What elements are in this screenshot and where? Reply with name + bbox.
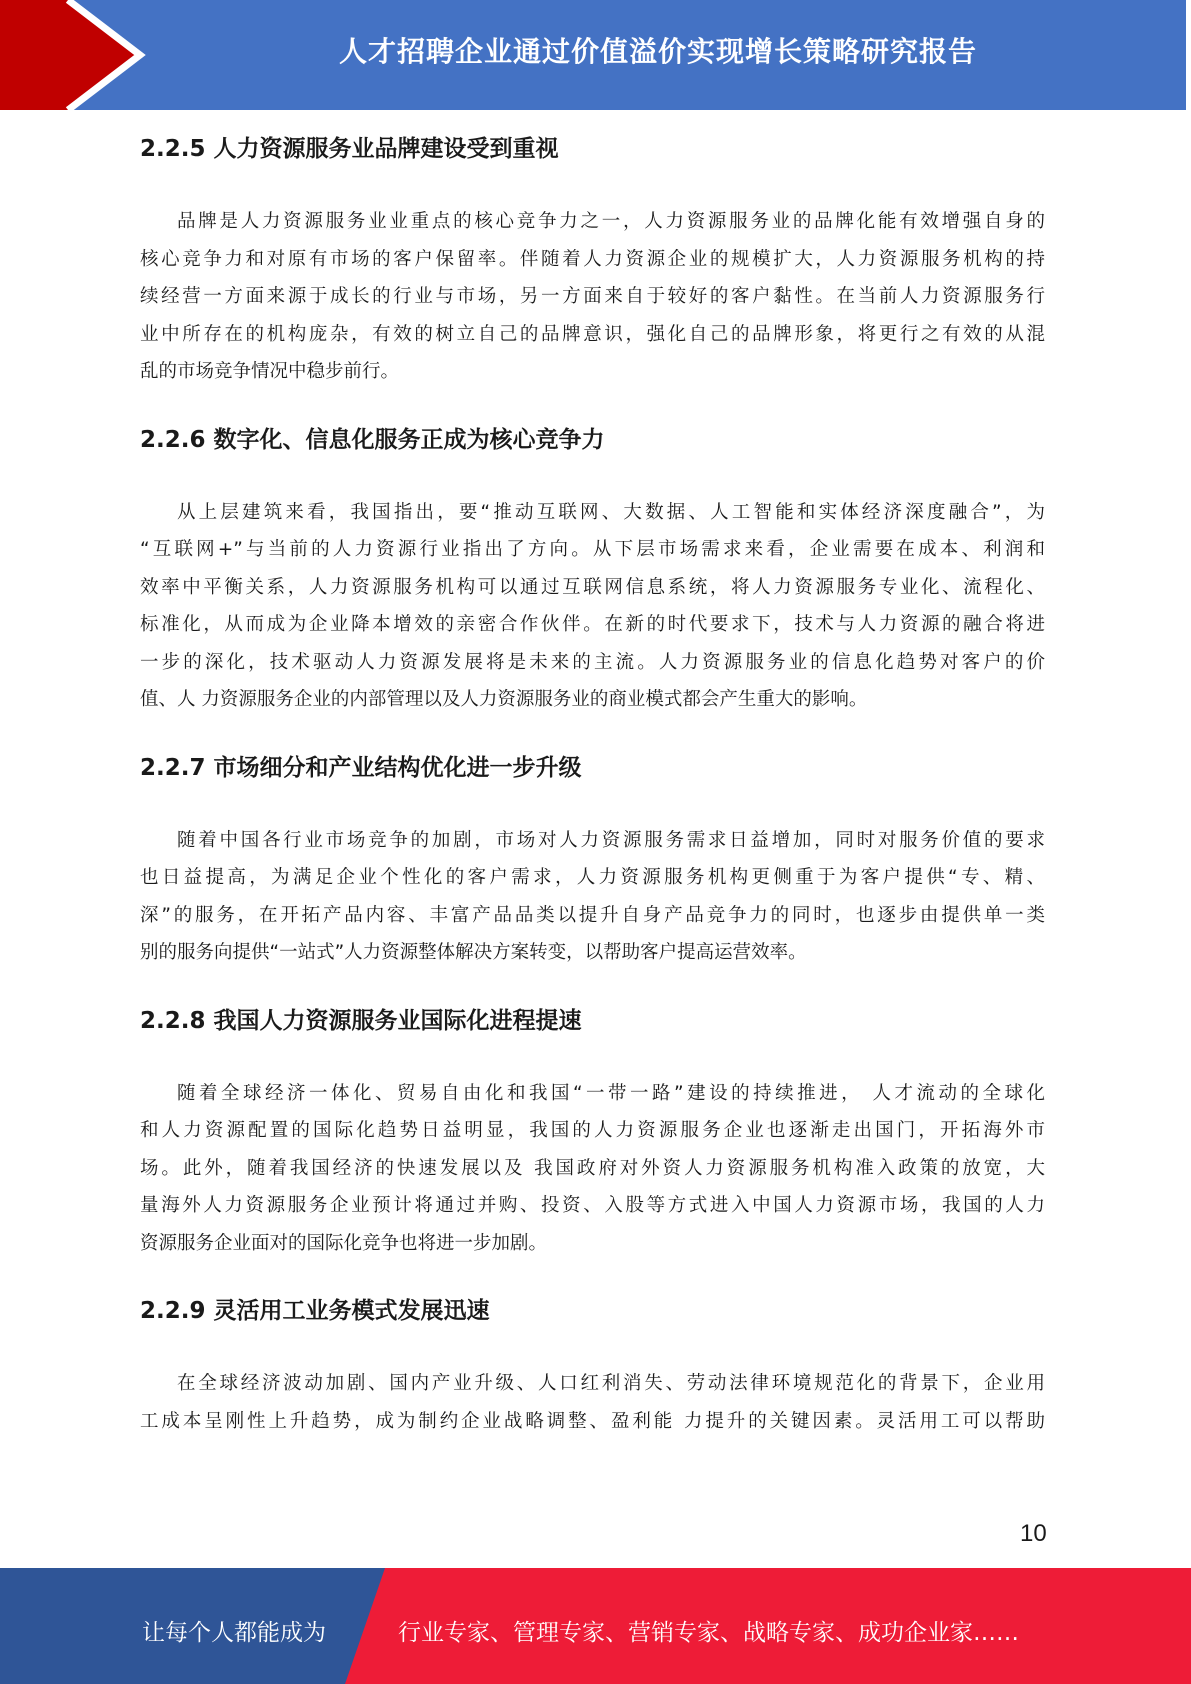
footer-slogan-left: 让每个人都能成为 (142, 1620, 326, 1646)
paragraph-line: 乱的市场竞争情况中稳步前行。 (140, 361, 400, 382)
section (140, 1290, 1045, 1440)
paragraph-line: 别的服务向提供“一站式”人力资源整体解决方案转变，以帮助客户提高运营效率。 (140, 942, 807, 963)
section (140, 747, 1045, 972)
section-heading: 2.2.5 人力资源服务业品牌建设受到重视 (140, 136, 559, 162)
section-heading: 2.2.8 我国人力资源服务业国际化进程提速 (140, 1007, 582, 1034)
paragraph-line: 和人力资源配置的国际化趋势日益明显，我国的人力资源服务企业也逐渐走出国门，开拓海外市 (140, 1120, 1045, 1141)
paragraph-line: 核心竞争力和对原有市场的客户保留率。伴随着人力资源企业的规模扩大，人力资源服务机构的持 (140, 248, 1045, 270)
paragraph-line: 标准化，从而成为企业降本增效的亲密合作伙伴。在新的时代要求下，技术与人力资源的融合将进 (140, 614, 1045, 635)
paragraph (140, 1075, 1045, 1263)
paragraph-line: 品牌是人力资源服务业业重点的核心竞争力之一，人力资源服务业的品牌化能有效增强自身的 (177, 211, 1045, 232)
paragraph (140, 1365, 1045, 1440)
section-heading: 2.2.7 市场细分和产业结构优化进一步升级 (140, 754, 582, 781)
footer-slogan-right: 行业专家、管理专家、营销专家、战略专家、成功企业家…… (398, 1620, 1019, 1646)
paragraph-line: 在全球经济波动加剧、国内产业升级、人口红利消失、劳动法律环境规范化的背景下，企业用 (177, 1373, 1045, 1394)
paragraph (140, 494, 1045, 719)
paragraph-line: 业中所存在的机构庞杂，有效的树立自己的品牌意识，强化自己的品牌形象，将更行之有效的从混 (140, 323, 1045, 345)
section-heading: 2.2.9 灵活用工业务模式发展迅速 (140, 1298, 490, 1324)
page-header (0, 0, 1186, 110)
paragraph-line: 工成本呈刚性上升趋势，成为制约企业战略调整、盈利能 力提升的关键因素。灵活用工可以帮助 (140, 1410, 1045, 1432)
document-body (140, 128, 1045, 1468)
paragraph-line: 资源服务企业面对的国际化竞争也将进一步加剧。 (140, 1232, 548, 1254)
section (140, 419, 1045, 719)
section-heading: 2.2.6 数字化、信息化服务正成为核心竞争力 (140, 426, 605, 453)
paragraph-line: 也日益提高，为满足企业个性化的客户需求，人力资源服务机构更侧重于为客户提供“专、精、 (140, 867, 1045, 888)
paragraph-line: 随着全球经济一体化、贸易自由化和我国“一带一路”建设的持续推进， 人才流动的全球化 (177, 1082, 1045, 1104)
paragraph (140, 822, 1045, 972)
page-footer (0, 1568, 1191, 1684)
section (140, 1000, 1045, 1263)
paragraph-line: 续经营一方面来源于成长的行业与市场，另一方面来自于较好的客户黏性。在当前人力资源服务行 (140, 286, 1045, 307)
paragraph-line: 效率中平衡关系，人力资源服务机构可以通过互联网信息系统，将人力资源服务专业化、流程化、 (140, 576, 1045, 598)
paragraph-line: 量海外人力资源服务企业预计将通过并购、投资、入股等方式进入中国人力资源市场，我国的人力 (140, 1195, 1045, 1216)
paragraph-line: 从上层建筑来看，我国指出，要“推动互联网、大数据、人工智能和实体经济深度融合”，为 (177, 501, 1045, 523)
paragraph-line: 随着中国各行业市场竞争的加剧，市场对人力资源服务需求日益增加，同时对服务价值的要求 (177, 829, 1045, 851)
paragraph-line: 一步的深化，技术驱动人力资源发展将是未来的主流。人力资源服务业的信息化趋势对客户的价 (140, 651, 1045, 673)
page-number: 10 (1020, 1520, 1047, 1547)
report-title: 人才招聘企业通过价值溢价实现增长策略研究报告 (338, 35, 977, 68)
paragraph-line: 深”的服务，在开拓产品内容、丰富产品品类以提升自身产品竞争力的同时，也逐步由提供单一类 (140, 904, 1045, 926)
paragraph-line: 场。此外，随着我国经济的快速发展以及 我国政府对外资人力资源服务机构准入政策的放宽，大 (140, 1157, 1045, 1179)
section (140, 128, 1045, 391)
paragraph-line: 值、人 力资源服务企业的内部管理以及人力资源服务业的商业模式都会产生重大的影响。 (140, 689, 868, 710)
paragraph-line: “互联网+”与当前的人力资源行业指出了方向。从下层市场需求来看，企业需要在成本、利润和 (140, 539, 1045, 560)
paragraph (140, 203, 1045, 391)
